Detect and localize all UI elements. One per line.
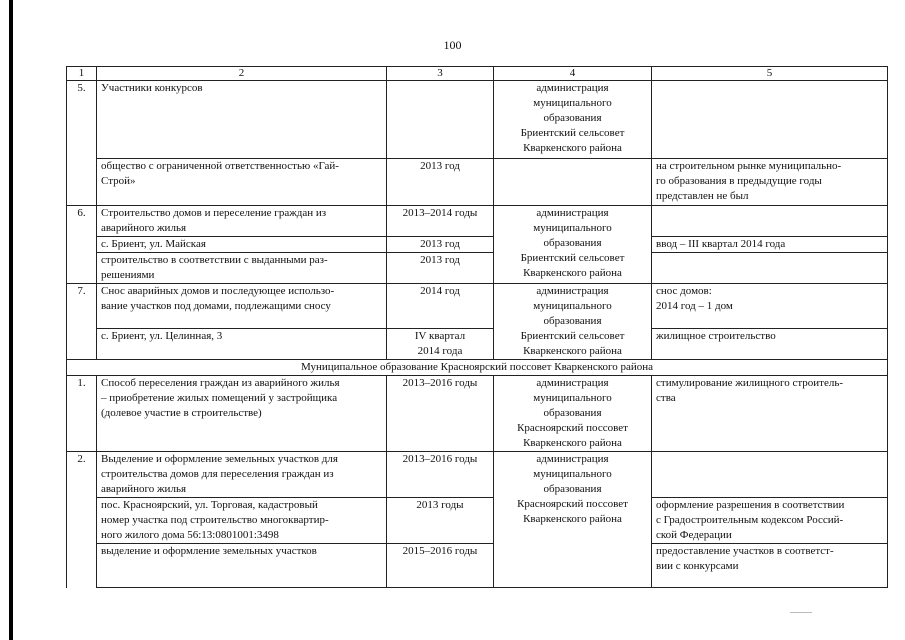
row-result [652,206,888,237]
row-subitem: общество с ограниченной ответственностью «Гай- Строй» [97,159,387,206]
row-subitem: строительство в соответствии с выданными раз- решениями [97,253,387,284]
row-result: стимулирование жилищного строитель- ства [652,376,888,452]
header-col-4: 4 [494,67,652,81]
header-col-2: 2 [97,67,387,81]
row-result: жилищное строительство [652,328,888,359]
row-number: 5. [67,81,97,206]
table-row [67,206,888,237]
program-table [66,66,888,588]
row-title: Выделение и оформление земельных участков для строительства домов для переселения граждан из аварийного жилья [97,452,387,498]
row-organization: администрация муниципального образования Бриентский сельсовет Кваркенского района [494,81,652,159]
row-result [652,452,888,498]
table-row [67,237,888,253]
row-subitem: выделение и оформление земельных участков [97,544,387,588]
row-number: 1. [67,376,97,452]
table-row [67,81,888,159]
row-organization [494,159,652,206]
row-term: 2013–2016 годы [387,452,494,498]
table-row [67,544,888,588]
header-col-3: 3 [387,67,494,81]
row-number: 2. [67,452,97,588]
row-organization: администрация муниципального образования Бриентский сельсовет Кваркенского района [494,284,652,360]
table-row [67,284,888,329]
row-term: 2013 год [387,253,494,284]
row-title: Участники конкурсов [97,81,387,159]
row-number: 7. [67,284,97,360]
table-row [67,159,888,206]
section-row [67,360,888,376]
table-row [67,452,888,498]
row-result: предоставление участков в соответст- вии с конкурсами [652,544,888,588]
row-subitem: с. Бриент, ул. Целинная, 3 [97,328,387,359]
header-col-5: 5 [652,67,888,81]
row-result [652,81,888,159]
row-organization: администрация муниципального образования Красноярский поссовет Кваркенского района [494,452,652,588]
row-result [652,253,888,284]
left-margin-rule [9,0,13,640]
row-result: оформление разрешения в соответствии с Градостроительным кодексом Россий- ской Федерации [652,498,888,544]
row-organization: администрация муниципального образования Бриентский сельсовет Кваркенского района [494,206,652,284]
scan-mark [790,612,812,613]
section-heading: Муниципальное образование Красноярский поссовет Кваркенского района [67,360,888,376]
row-result: снос домов: 2014 год – 1 дом [652,284,888,329]
row-title: Способ переселения граждан из аварийного жилья – приобретение жилых помещений у застройщика (долевое участие в строительстве) [97,376,387,452]
table-row [67,253,888,284]
row-term [387,81,494,159]
row-title: Снос аварийных домов и последующее использо- вание участков под домами, подлежащими сносу [97,284,387,329]
table-row [67,498,888,544]
row-term: IV квартал 2014 года [387,328,494,359]
table-row [67,376,888,452]
row-term: 2013–2014 годы [387,206,494,237]
row-term: 2013 годы [387,498,494,544]
row-term: 2014 год [387,284,494,329]
row-subitem: с. Бриент, ул. Майская [97,237,387,253]
row-subitem: пос. Красноярский, ул. Торговая, кадастровый номер участка под строительство многоквартир- ного жилого дома 56:13:0801001:3498 [97,498,387,544]
row-term: 2013 год [387,159,494,206]
row-number: 6. [67,206,97,284]
row-term: 2015–2016 годы [387,544,494,588]
header-row [67,67,888,81]
row-result: ввод – III квартал 2014 года [652,237,888,253]
page-number: 100 [443,38,462,52]
row-organization: администрация муниципального образования Красноярский поссовет Кваркенского района [494,376,652,452]
row-term: 2013 год [387,237,494,253]
row-title: Строительство домов и переселение граждан из аварийного жилья [97,206,387,237]
header-col-1: 1 [67,67,97,81]
table-row [67,328,888,359]
row-result: на строительном рынке муниципально- го образования в предыдущие годы представлен не был [652,159,888,206]
row-term: 2013–2016 годы [387,376,494,452]
